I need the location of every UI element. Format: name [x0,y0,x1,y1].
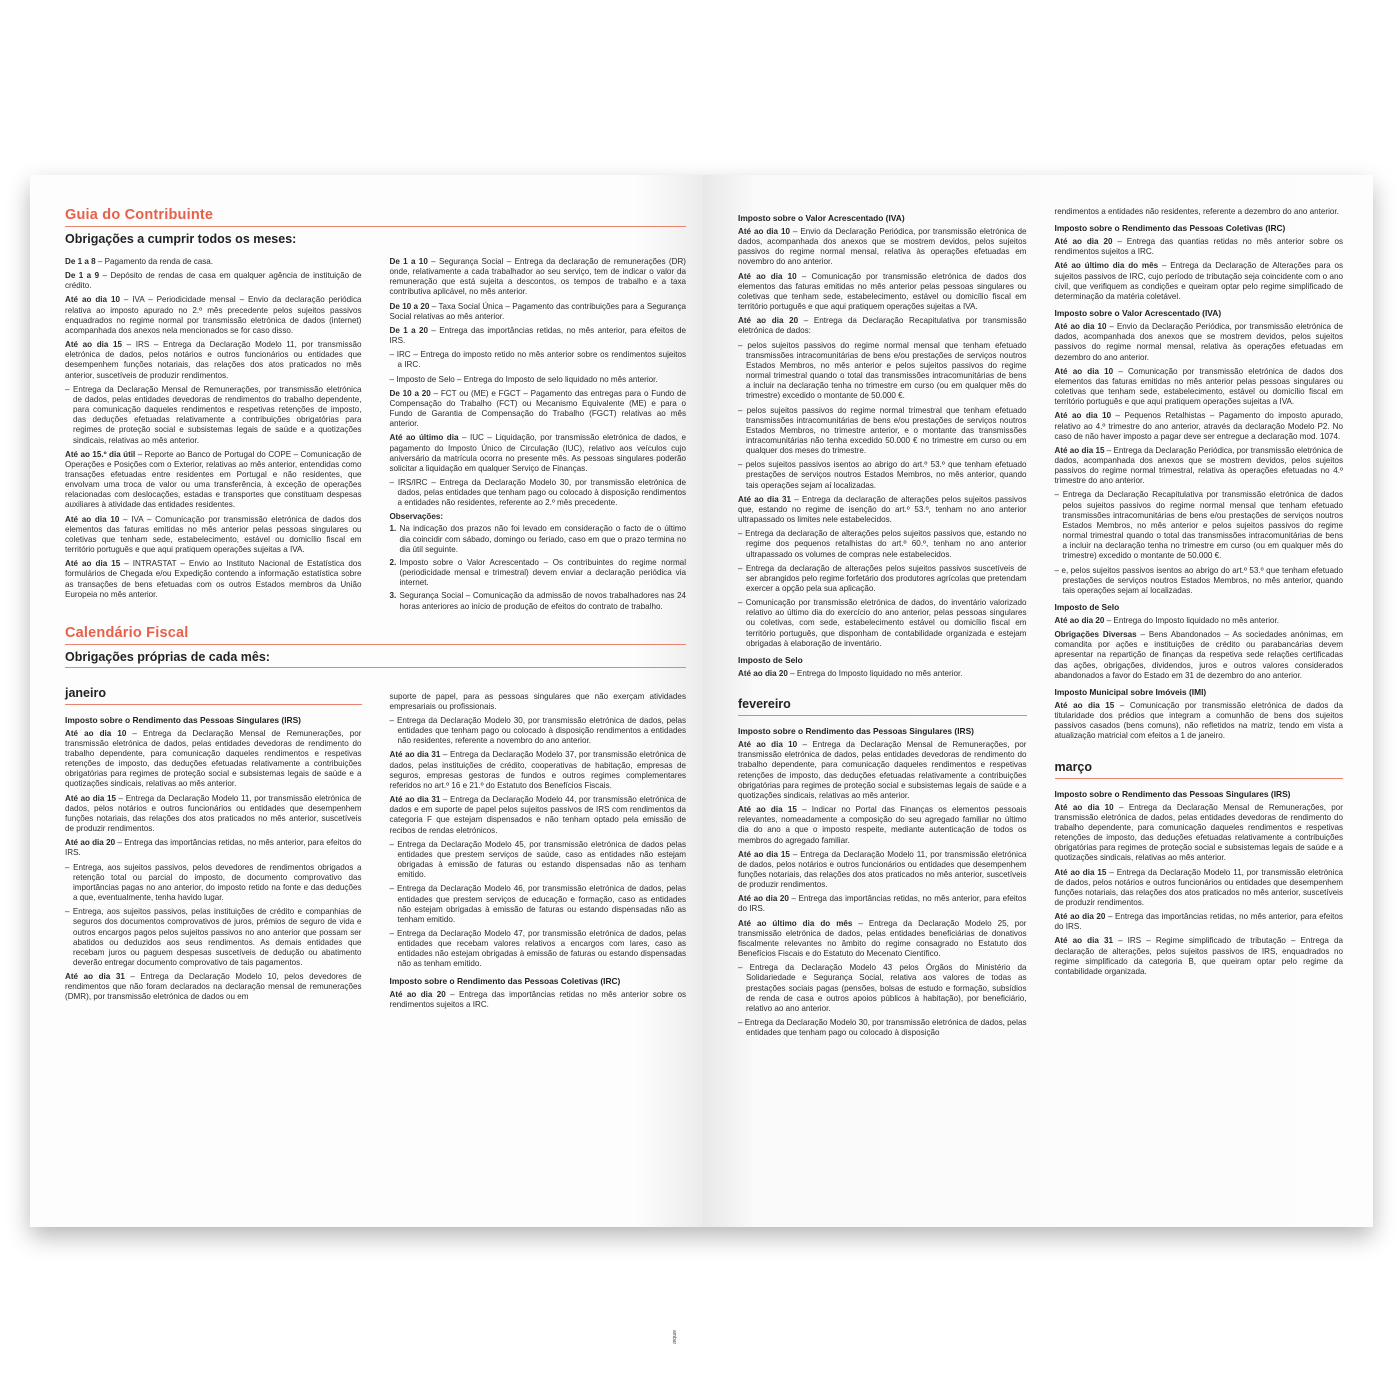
obligation-text: – IUC – Liquidação, por transmissão eletrónica de dados, e pagamento do Imposto Único de Circulação (IUC), relativo aos veículos cujo aniversário da matrícula ocorra no presente mês. As pessoas singulares poderão solicitar a liquidação em qualquer Serviço de Finanças. [389,433,686,473]
month-heading: fevereiro [738,683,1027,716]
obligation-text: – Entrega da Declaração Mensal de Remunerações, por transmissão eletrónica de dados, pelas entidades devedoras de rendimento do trabalho dependente, para comunicação daqueles rendimentos e respetivas retenções de imposto, das deduções efetuadas relativamente a contribuições obrigatórias para regimes de proteção social e subsistemas legais de saúde e a quotizações sindicais, relativas ao mês anterior. [738,740,1027,800]
section-heading: Imposto de Selo [1054,602,1120,612]
month-january: janeiro [65,676,362,705]
obligation-subentry: – pelos sujeitos passivos isentos ao abrigo do art.º 53.º que tenham efetuado prestações de serviços noutros Estados Membros, no mês anterior, quando tais operações sejam aí localizadas. [738,460,1027,490]
section-heading: Imposto sobre o Rendimento das Pessoas Coletivas (IRC) [1054,223,1286,234]
obligation-entry [1055,322,1344,363]
obligation-entry [1055,446,1344,487]
obligation-text: – Depósito de rendas de casa em qualquer agência de instituição de crédito. [65,271,362,291]
month-heading: março [1055,746,1344,779]
obligation-subentry: – Entrega da declaração de alterações pelos sujeitos passivos que, estando no regime dos pequenos retalhistas do art.º 60.º, tenham no ano anterior ultrapassado os volumes de compras nele estabelecidos. [738,529,1027,559]
obligation-subentry: – Entrega da Declaração Modelo 46, por transmissão eletrónica de dados, pelas entidades que prestem serviços de educação e formação, caso as entidades não estejam obrigadas à emissão de faturas ou estando dispensadas não as tenham emitido. [389,884,686,924]
obligation-entry [390,795,687,836]
obligation-entry [738,740,1027,801]
obligation-entry [738,850,1027,891]
deadline-label: Até ao dia 10 [738,227,790,236]
deadline-label: Até ao dia 15 [738,805,797,815]
deadline-label: De 10 a 20 [389,388,431,398]
obligation-entry [65,794,362,835]
obligation-text: – Pagamento da renda de casa. [95,257,214,266]
january-section [65,676,686,1014]
obligation-subentry: – Entrega da Declaração Modelo 47, por transmissão eletrónica de dados, pelas entidades que recebam valores relativos a encargos com lares, caso as entidades não estejam obrigadas à emissão de faturas ou estando dispensadas não as tenham emitido. [389,928,686,969]
obligation-text: – Entrega das importâncias retidas, no mês anterior, para efeitos do IRS. [65,838,362,858]
january-column-a [65,676,362,1014]
obligation-entry [65,972,362,1002]
obligation-entry [1055,912,1344,932]
observation-number: 2. [389,557,397,567]
deadline-label: Até ao dia 15 [1054,700,1115,710]
obligation-entry [390,389,687,430]
obligation-subentry: – Comunicação por transmissão eletrónica de dados, do inventário valorizado relativo ao último dia do exercício do ano anterior, pelas pessoas singulares ou coletivas, com sede, estabelecimento estável ou domicílio fiscal em território português, que disponham de contabilidade organizada e estejam obrigadas à elaboração de inventário. [738,598,1027,648]
obligation-subentry: – Imposto de Selo – Entrega do Imposto de selo liquidado no mês anterior. [389,374,658,384]
obligation-entry [1055,237,1344,257]
obligation-text: – Taxa Social Única – Pagamento das contribuições para a Segurança Social relativas ao mês anterior. [389,301,686,321]
obligation-subentry: – Entrega da Declaração Mensal de Remunerações, por transmissão eletrónica de dados, pelas entidades devedoras de rendimentos do trabalho dependente, para comunicação daqueles rendimentos e respetivas retenções de imposto, das deduções efetuadas relativamente a contribuições obrigatórias para regimes de proteção social e subsistemas legais de saúde e a quotizações sindicais, relativas ao mês anterior. [65,384,362,445]
obligation-entry [390,750,687,791]
observation-text: Segurança Social – Comunicação da admissão de novos trabalhadores nas 24 horas anteriores ao início de produção de efeitos do contrato de trabalho. [399,591,686,611]
deadline-label: Até ao dia 31 [389,795,441,805]
obligation-text: – IRS – Regime simplificado de tributação – Entrega da declaração de alterações, pelos sujeitos passivos de IRS, enquadrados no regime simplificado da categoria B, que queiram optar pelo regime da contabilidade organizada. [1054,936,1343,976]
monthly-column-a [65,257,362,615]
obligation-entry [65,559,362,600]
section-heading: Imposto de Selo [738,654,803,665]
observation-number: 3. [389,591,397,601]
obligation-text: – Envio da Declaração Periódica, por transmissão eletrónica de dados, acompanhada dos anexos que se mostrem devidos, pelos sujeitos passivos do regime normal mensal, relativa às operações efetuadas em novembro do ano anterior. [738,227,1027,267]
obligation-entry [65,271,362,291]
obligation-text: – Entrega da Declaração Recapitulativa por transmissão eletrónica de dados: [738,316,1027,336]
obligation-text: – FCT ou (ME) e FGCT – Pagamento das entregas para o Fundo de Compensação do Trabalho (FCT) ou Mecanismo Equivalente (ME) e para o Fundo de Garantia de Compensação do Trabalho (FGCT) relativas ao mês anterior. [389,388,686,429]
deadline-label: Até ao dia 10 [1054,411,1112,421]
section-heading: Imposto sobre o Valor Acrescentado (IVA) [1054,308,1222,319]
obligation-subentry: – Entrega, aos sujeitos passivos, pelos devedores de rendimentos obrigados a retenção total ou parcial do imposto, de documento comprovativo das importâncias pagas no ano anterior, do imposto retido na fonte e das deduções a que, eventualmente, tenha havido lugar. [65,862,362,903]
obligation-text: – Entrega do Imposto liquidado no mês anterior. [787,668,963,678]
obligation-entry [65,729,362,790]
deadline-label: Até ao dia 31 [389,750,441,760]
obligation-text: – Pequenos Retalhistas – Pagamento do imposto apurado, relativo ao 4.º trimestre do ano anterior, através da declaração Modelo P2. No caso de não haver imposto a pagar deve ser entregue a declaração mod. 1074. [1054,411,1343,441]
obligation-text: – Entrega das importâncias retidas no mês anterior sobre os rendimentos sujeitos a IRC. [389,989,687,1009]
deadline-label: Obrigações Diversas [1054,630,1137,640]
deadline-label: Até ao último dia do mês [1054,261,1159,271]
obligation-subentry: – pelos sujeitos passivos do regime normal mensal que tenham efetuado transmissões intracomunitárias de bens e/ou prestações de serviços noutros Estados Membros, no mês anterior e pelos sujeitos passivos do regime normal trimestral quando o total das transmissões intracomunitárias de bens a incluir na declaração tenha no trimestre em curso (ou em qualquer mês do trimestre) excedido o montante de 50.000 €. [738,340,1027,401]
obligation-subentry: – Entrega da Declaração Modelo 30, por transmissão eletrónica de dados, pelas entidades que tenham pago ou colocado à disposição rendimentos a entidades não residentes, referente a novembro do ano anterior. [389,716,686,746]
obligation-entry [738,495,1027,525]
obligation-text: – Entrega das importâncias retidas, no mês anterior, para efeitos do IRS. [1054,912,1343,932]
obligation-text: – Entrega da Declaração Periódica, por transmissão eletrónica de dados, acompanhada dos anexos que se mostrem devidos, pelos sujeitos passivos do regime normal trimestral, relativa às operações efetuadas no 4.º trimestre do ano anterior. [1054,445,1343,486]
obligation-text: – Bens Abandonados – As sociedades anónimas, em comandita por ações e instituições de crédito ou parabancárias devem apresentar na repartição de finanças da respetiva sede relações certificadas das ações, obrigações, dividendos, juros e outros valores considerados abandonados a favor do Estado em 31 de dezembro do ano anterior. [1054,630,1343,680]
obligation-text: – IVA – Periodicidade mensal – Envio da declaração periódica relativa ao imposto apurado no 2.º mês precedente pelos sujeitos passivos enquadrados no regime normal por transmissão eletrónica de dados (internet) acompanhada dos anexos nela mencionados se for caso disso. [65,295,362,335]
section-heading: Imposto sobre o Valor Acrescentado (IVA) [738,213,905,223]
observation-text: Imposto sobre o Valor Acrescentado – Os contribuintes do regime normal (periodicidade mensal e trimestral) devem enviar a declaração periódica via internet. [399,557,686,588]
deadline-label: Até ao dia 20 [1054,616,1105,625]
obligation-text: – Envio da Declaração Periódica, por transmissão eletrónica de dados, acompanhada dos anexos que se mostrem devidos, pelos sujeitos passivos do regime normal mensal, relativa às operações efetuadas em dezembro do ano anterior. [1054,322,1343,362]
obligation-text: – Entrega das importâncias retidas, no mês anterior, para efeitos do IRS. [738,894,1027,914]
obligation-entry [738,894,1027,914]
obligation-text: – Entrega da Declaração Modelo 37, por transmissão eletrónica de dados, pelas instituições de crédito, cooperativas de habitação, empresas de seguros, empresas gestoras de fundos e outros regimes complementares referidos no art.º 16 e 21.º do Estatuto dos Benefícios Fiscais. [389,750,686,790]
deadline-label: Até ao dia 31 [65,972,125,982]
deadline-label: Até ao dia 20 [1054,912,1106,922]
observations-list [390,524,687,611]
deadline-label: Até ao dia 10 [1054,366,1114,376]
obligation-entry [390,990,687,1010]
obligation-text: – Comunicação por transmissão eletrónica de dados da titularidade dos prédios que integram a comunhão de bens dos sujeitos passivos casados (bens comuns), não refletidos na matriz, tendo em vista a atualização matricial com efeitos a 1 de janeiro. [1054,700,1343,741]
deadline-label: Até ao último dia [389,433,459,443]
deadline-label: Até ao dia 10 [1054,802,1114,812]
deadline-label: Até ao dia 31 [1054,936,1113,946]
obligation-entry [65,838,362,858]
obligation-subentry: – pelos sujeitos passivos do regime normal trimestral que tenham efetuado transmissões intracomunitárias de bens e/ou prestações de serviços noutros Estados Membros, no trimestre anterior, e o montante das transmissões intracomunitárias não tenha excedido 50.000 € no trimestre em curso ou em qualquer dos meses do trimestre. [738,405,1027,456]
obligation-text: – Entrega da Declaração Modelo 11, por transmissão eletrónica de dados, pelos notários e outros funcionários ou entidades que desempenhem funções notariais, das relações dos atos praticados no mês anterior, suscetíveis de produzir rendimentos. [65,793,362,834]
obligation-entry [1055,261,1344,302]
deadline-label: Até ao último dia do mês [738,918,853,928]
obligation-text: – INTRASTAT – Envio ao Instituto Nacional de Estatística dos formulários de Chegada e/ou Expedição contendo a informação estatística sobre as transações de bens efetuadas com os outros Estados membros da União Europeia no mês anterior. [65,559,362,599]
continued-text: suporte de papel, para as pessoas singulares que não exerçam atividades empresariais ou profissionais. [389,691,686,711]
right-column-a [738,207,1027,1042]
obligation-entry [65,340,362,381]
obligation-subentry: – Entrega da declaração de alterações pelos sujeitos passivos suscetíveis de ser abrangidos pelo regime forfetário dos produtores agrícolas que pretendam exercer a opção pela sua aplicação. [738,563,1027,593]
deadline-label: Até ao dia 15 [1054,445,1105,455]
january-column-a-list [65,715,362,1003]
publisher-mark: ambar [671,1330,677,1345]
obligation-entry [738,805,1027,846]
obligation-text: – Segurança Social – Entrega da declaração de remunerações (DR) onde, relativamente a cada trabalhador ao seu serviço, tem de indicar o valor da remuneração que está sujeita a descontos, os tempos de trabalho e a taxa contributiva aplicável, no mês anterior. [389,257,686,297]
deadline-label: Até ao dia 15 [65,340,123,350]
deadline-label: Até ao dia 15 [65,559,121,569]
obligation-text: – Comunicação por transmissão eletrónica de dados dos elementos das faturas emitidas no mês anterior pelas pessoas singulares ou coletivas que tenham sede, estabelecimento, estável ou domicílio fiscal em território português e que aqui pratiquem operações sujeitas a IVA. [1054,366,1343,407]
observation-item [390,524,687,554]
obligation-text: – Entrega da Declaração Modelo 44, por transmissão eletrónica de dados e em suporte de papel pelos sujeitos passivos de IRS com rendimentos da categoria F que estejam dispensados e não tenham optado pela emissão de recibos de rendas eletrónicos. [389,795,686,835]
booklet-spread [30,175,1373,1345]
observations-title: Observações: [389,512,444,522]
obligation-entry [1055,616,1344,626]
obligation-subentry: – Entrega da Declaração Recapitulativa por transmissão eletrónica de dados pelos sujeitos passivos do regime normal mensal que tenham efetuado transmissões intracomunitárias de bens e/ou prestações de serviços noutros Estados Membros, no mês anterior e pelos sujeitos passivos do regime normal trimestral quando o total das transmissões intracomunitárias de bens a incluir na declaração tenha no trimestre em curso (ou em qualquer mês do trimestre) excedido o montante de 50.000 €. [1054,490,1343,561]
obligation-text: – Entrega da Declaração Modelo 11, por transmissão eletrónica de dados, pelos notários e outros funcionários ou entidades que desempenhem funções notariais, das relações dos atos praticados no mês anterior, suscetíveis de produzir rendimentos. [738,849,1027,890]
right-column-b [1055,207,1344,1042]
deadline-label: Até ao dia 10 [1054,322,1107,332]
obligation-subentry: – Entrega, aos sujeitos passivos, pelas instituições de crédito e companhias de seguros dos documentos comprovativos de juros, prémios de seguro de vida e outros encargos pagos pelos sujeitos passivos no ano anterior que possam ser abatidos ou deduzidos aos seus rendimentos. As demais entidades que recebam juros ou paguem despesas suscetíveis de dedução ou abatimento deverão entregar documento comprovativo de tais pagamentos. [65,907,362,967]
obligation-text: – Reporte ao Banco de Portugal do COPE – Comunicação de Operações e Posições com o Exterior, relativas ao mês anterior, entendidas como transações efetuadas entre residentes em Portugal e não residentes, que envolvam uma troca de valor ou uma transferência, à exceção de operações relacionadas com deslocações, estadas e transportes que constituam despesas auxiliares à atividade das entidades residentes. [65,449,362,510]
obligation-text: – IRS – Entrega da Declaração Modelo 11, por transmissão eletrónica de dados, pelos notários e outros funcionários ou entidades que desempenhem funções notariais, das relações dos atos praticados no mês anterior, suscetíveis de produzir rendimentos. [65,340,362,380]
deadline-label: De 1 a 10 [389,257,428,266]
right-page-columns [738,207,1343,1042]
deadline-label: Até ao dia 15 [738,849,790,859]
section-heading: Imposto sobre o Rendimento das Pessoas Coletivas (IRC) [389,975,621,986]
obligation-entry [1055,630,1344,681]
obligation-entry [390,433,687,474]
deadline-label: Até ao dia 20 [389,989,446,999]
obligation-entry [738,227,1027,268]
deadline-label: Até ao dia 10 [65,514,120,524]
obligation-entry [738,272,1027,313]
deadline-label: Até ao 15.º dia útil [65,449,136,459]
obligation-text: – Entrega das importâncias retidas, no mês anterior, para efeitos de IRS. [389,325,686,346]
observation-item [390,558,687,588]
continued-text: rendimentos a entidades não residentes, referente a dezembro do ano anterior. [1054,207,1339,216]
obligation-entry [390,326,687,346]
obligation-entry [1055,868,1344,909]
deadline-label: Até ao dia 10 [65,728,127,738]
obligation-entry [390,302,687,322]
monthly-obligations [65,257,686,615]
obligation-subentry: – e, pelos sujeitos passivos isentos ao abrigo do art.º 53.º que tenham efetuado prestações de serviços noutros Estados Membros, no mês anterior, quando tais operações sejam aí localizadas. [1054,565,1343,595]
guide-title: Guia do Contribuinte [65,207,686,227]
obligation-subentry: – Entrega da Declaração Modelo 43 pelos Órgãos do Ministério da Solidariedade e Segurança Social, relativa aos valores de todas as prestações sociais pagas (pensões, bolsas de estudo e formação, subsídios de renda de casa e outros apoios públicos à habitação), por beneficiário, relativo ao ano anterior. [738,963,1027,1013]
obligation-entry [65,450,362,511]
obligation-entry [738,669,1027,679]
observation-text: Na indicação dos prazos não foi levado em consideração o facto de o último dia coincidir com sábado, domingo ou feriado, caso em que o prazo termina no dia útil seguinte. [399,524,686,554]
monthly-specific-heading: Obrigações próprias de cada mês: [65,650,686,668]
deadline-label: Até ao dia 10 [738,740,798,750]
obligation-entry [1055,367,1344,408]
obligation-entry [65,295,362,336]
obligation-entry [1055,936,1344,977]
deadline-label: Até ao dia 10 [738,271,797,281]
obligation-text: – Entrega da Declaração de Alterações para os sujeitos passivos de IRC, cujo período de tributação seja coincidente com o ano civil, que verifiquem as condições e queiram optar pelo regime simplificado de determinação da matéria coletável. [1054,261,1344,301]
obligation-entry [1055,803,1344,864]
obligation-entry [390,257,687,298]
deadline-label: De 1 a 9 [65,271,100,281]
obligation-text: – Entrega da Declaração Modelo 10, pelos devedores de rendimentos que não foram declarados na declaração mensal de remunerações (DMR), por transmissão eletrónica de dados ou em [65,972,362,1002]
deadline-label: Até ao dia 15 [1054,867,1107,877]
deadline-label: Até ao dia 10 [65,295,120,305]
deadline-label: Até ao dia 15 [65,793,117,803]
deadline-label: De 1 a 8 [65,257,96,266]
obligation-subentry: – Entrega da Declaração Modelo 45, por transmissão eletrónica de dados pelas entidades que prestem serviços de saúde, caso as entidades não estejam obrigadas à emissão de faturas ou estando dispensadas não as tenham emitido. [389,839,686,880]
right-page [702,175,1373,1227]
obligation-entry [65,257,362,267]
obligation-text: – Entrega da Declaração Modelo 11, por transmissão eletrónica de dados, pelos notários e outros funcionários ou entidades que desempenhem funções notariais, das relações dos atos praticados no mês anterior, suscetíveis de produzir rendimentos. [1054,867,1343,907]
deadline-label: Até ao dia 20 [738,894,789,904]
section-heading: Imposto sobre o Rendimento das Pessoas Singulares (IRS) [738,726,974,737]
obligation-text: – Entrega da Declaração Modelo 25, por transmissão eletrónica de dados, pelas entidades beneficiárias de donativos fiscalmente relevantes no âmbito do regime consagrado no Estatuto dos Benefícios Fiscais e do Estatuto do Mecenato Científico. [738,918,1027,959]
obligation-entry [738,919,1027,960]
deadline-label: Até ao dia 20 [1054,237,1113,247]
section-heading: Imposto sobre o Rendimento das Pessoas Singulares (IRS) [65,714,301,725]
deadline-label: Até ao dia 20 [738,668,788,678]
obligation-entry [738,316,1027,336]
obligation-text: – IVA – Comunicação por transmissão eletrónica de dados dos elementos das faturas emitidas no mês anterior pelas pessoas singulares ou coletivas que tenham sede, estabelecimento, estável ou domicílio fiscal em território português e que aqui pratiquem operações sujeitas a IVA. [65,514,362,555]
section-heading: Imposto sobre o Rendimento das Pessoas Singulares (IRS) [1054,788,1291,799]
obligation-text: – Entrega do Imposto liquidado no mês anterior. [1104,616,1280,625]
monthly-column-b-list [390,257,687,508]
obligation-entry [1055,701,1344,742]
obligation-text: – Comunicação por transmissão eletrónica de dados dos elementos das faturas emitidas no mês anterior pelas pessoas singulares ou coletivas que tenham sede, estabelecimento, estável ou domicílio fiscal em território português e que aqui pratiquem operações sujeitas a IVA. [738,271,1027,312]
observation-item [390,591,687,611]
obligation-subentry: – IRC – Entrega do imposto retido no mês anterior sobre os rendimentos sujeitos a IRC. [389,350,686,370]
section-heading: Imposto Municipal sobre Imóveis (IMI) [1054,686,1207,697]
obligation-entry [1055,411,1344,441]
deadline-label: De 1 a 20 [389,325,428,335]
obligation-subentry: – IRS/IRC – Entrega da Declaração Modelo 30, por transmissão eletrónica de dados, pelas entidades que tenham pago ou colocado à disposição rendimentos a entidades não residentes, referente ao 2.º mês precedente. [389,477,686,508]
obligation-entry [65,515,362,556]
monthly-obligations-heading: Obrigações a cumprir todos os meses: [65,232,297,246]
obligation-text: – Entrega da Declaração Mensal de Remunerações, por transmissão eletrónica de dados, pelas entidades devedoras de rendimento do trabalho dependente, para comunicação daqueles rendimentos e respetivas retenções de imposto, das deduções efetuadas relativamente a contribuições obrigatórias para regimes de proteção social e subsistemas legais de saúde e a quotizações sindicais, relativas ao mês anterior. [65,728,362,789]
obligation-text: – Entrega da declaração de alterações pelos sujeitos passivos que, estando no regime de isenção do art.º 53.º, tenham no ano anterior ultrapassado os limites nele estabelecidos. [738,494,1027,525]
calendar-title: Calendário Fiscal [65,625,686,645]
deadline-label: Até ao dia 20 [65,838,116,848]
deadline-label: Até ao dia 20 [738,316,799,326]
deadline-label: Até ao dia 31 [738,494,791,504]
obligation-text: – Indicar no Portal das Finanças os elementos pessoais relevantes, nomeadamente a composição do seu agregado familiar no último dia do ano a que o imposto respeite, mediante autenticação de todos os membros do agregado familiar. [738,805,1027,845]
obligation-text: – Entrega das quantias retidas no mês anterior sobre os rendimentos sujeitos a IRC. [1054,237,1343,257]
obligation-subentry: – Entrega da Declaração Modelo 30, por transmissão eletrónica de dados, pelas entidades que tenham pago ou colocado à disposição [738,1018,1027,1038]
monthly-column-b [390,257,687,615]
deadline-label: De 10 a 20 [389,301,430,311]
obligation-text: – Entrega da Declaração Mensal de Remunerações, por transmissão eletrónica de dados, pelas entidades devedoras de rendimento do trabalho dependente, para comunicação daqueles rendimentos e respetivas retenções de imposto, das deduções efetuadas relativamente a contribuições obrigatórias para regimes de proteção social e subsistemas legais de saúde e a quotizações sindicais, relativas ao mês anterior. [1054,802,1343,863]
left-page [30,175,702,1345]
january-column-b [390,676,687,1014]
observation-number: 1. [389,524,397,534]
